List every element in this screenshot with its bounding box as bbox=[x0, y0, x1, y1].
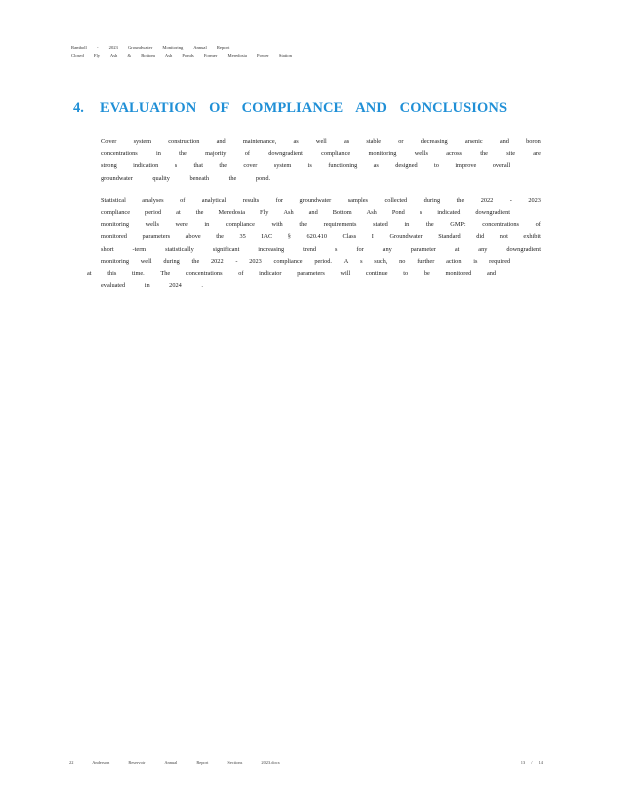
paragraph-line: Cover system construction and maintenance, as well as stable or decreasing arsenic and boron bbox=[101, 138, 541, 145]
paragraph-line: short -term statistically significant increasing trend s for any parameter at any downgradient bbox=[101, 245, 541, 253]
paragraph-line: strong indication s that the cover system is functioning as designed to improve overall bbox=[101, 162, 511, 170]
page-footer bbox=[69, 760, 543, 765]
paragraph-line: concentrations in the majority of downgradient compliance monitoring wells across the site are bbox=[101, 150, 541, 158]
paragraph-line: monitored parameters above the 35 IAC § 620.410 Class I Groundwater Standard did not exhibit bbox=[101, 233, 541, 241]
section-number: 4. bbox=[73, 100, 84, 116]
paragraph-line: monitoring wells were in compliance with the requirements stated in the GMP: concentrations of bbox=[101, 221, 541, 229]
paragraph-line: groundwater quality beneath the pond. bbox=[101, 174, 271, 182]
paragraph-cover-system bbox=[101, 136, 541, 185]
paragraph-line: evaluated in 2024 . bbox=[101, 282, 203, 290]
header-line-1: Ramboll - 2023 Groundwater Monitoring Annual Report bbox=[71, 45, 230, 50]
section-title: EVALUATION OF COMPLIANCE AND CONCLUSIONS bbox=[100, 100, 508, 116]
paragraph-line: at this time. The concentrations of indicator parameters will continue to be monitored and bbox=[87, 270, 497, 278]
page-header bbox=[71, 44, 551, 60]
body-text bbox=[87, 136, 541, 302]
section-heading bbox=[73, 100, 553, 117]
paragraph-statistical-analyses bbox=[87, 195, 541, 293]
paragraph-line: Statistical analyses of analytical results for groundwater samples collected during the 2022 - 2023 bbox=[101, 196, 541, 204]
footer-document-name: 22 Anderson Reservoir Annual Report Sections 2023.docx bbox=[69, 760, 280, 765]
paragraph-line: compliance period at the Meredosia Fly Ash and Bottom Ash Pond s indicated downgradient bbox=[101, 209, 510, 217]
header-line-2: Closed Fly Ash & Bottom Ash Ponds Former Meredosia Power Station bbox=[71, 53, 292, 58]
page-number: 13 / 14 bbox=[520, 760, 543, 765]
paragraph-line: monitoring well during the 2022 - 2023 compliance period. A s such, no further action is required bbox=[101, 257, 511, 265]
